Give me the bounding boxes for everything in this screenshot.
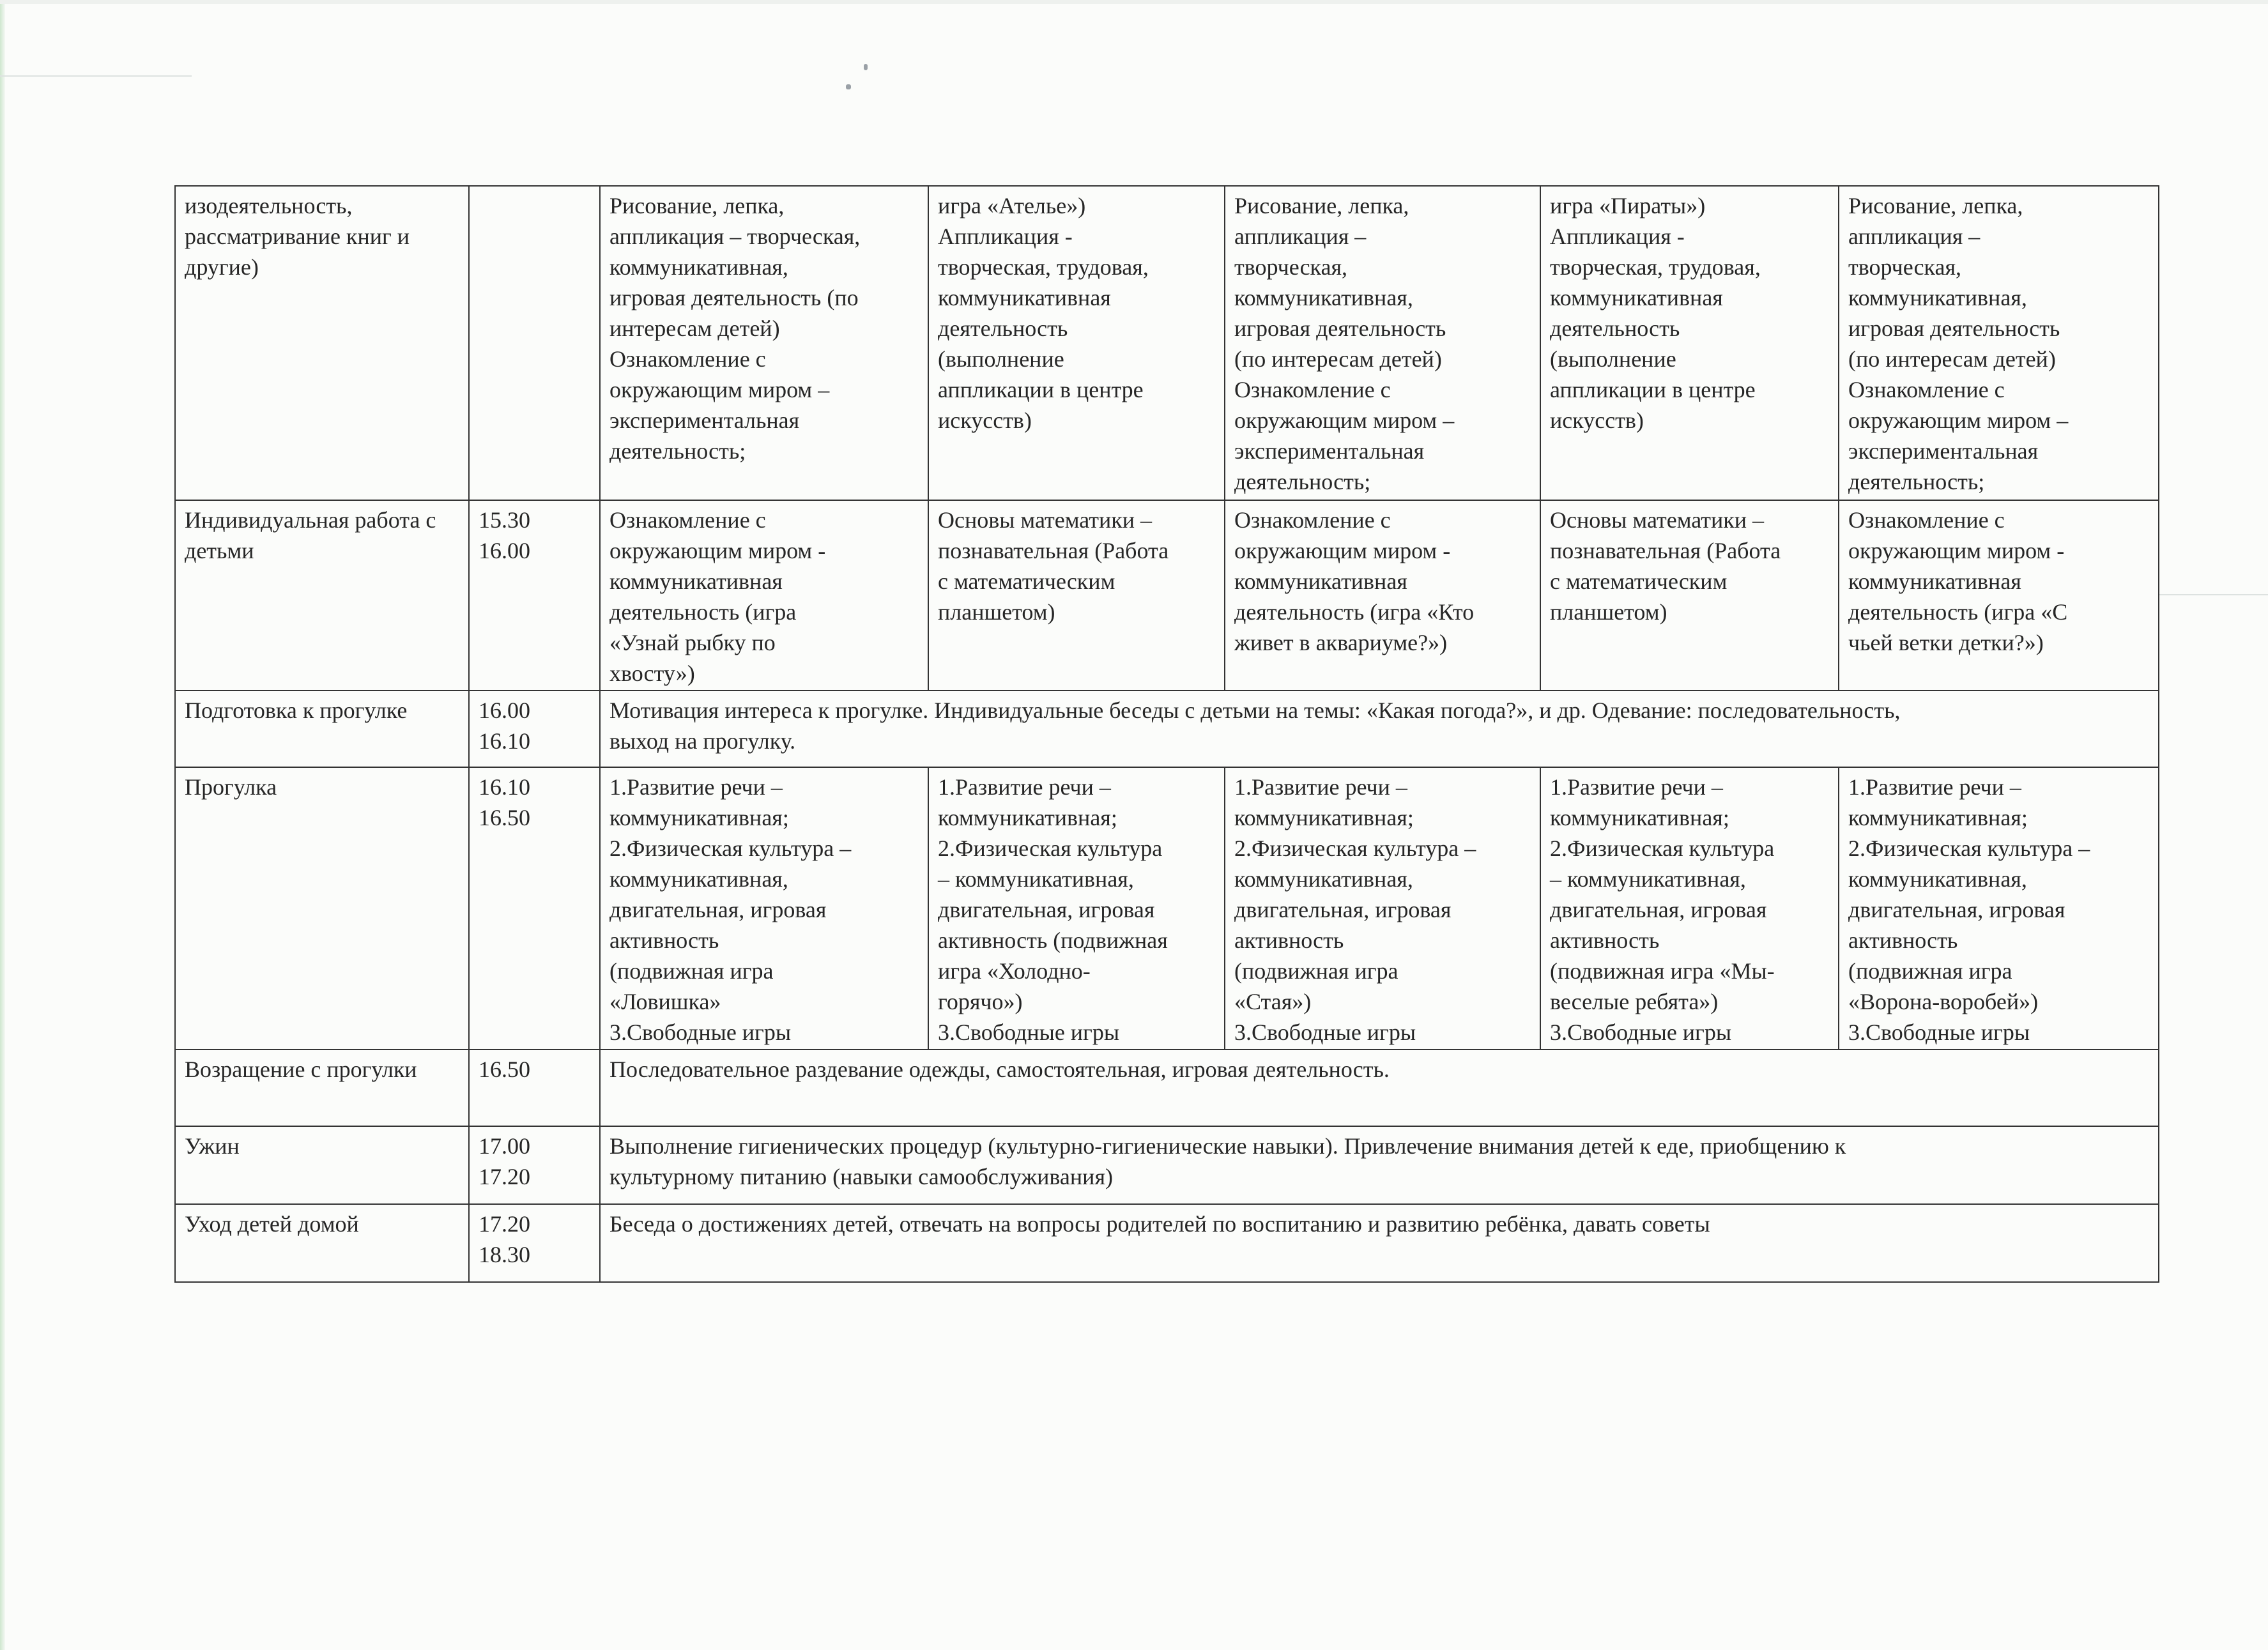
table-row	[175, 691, 2159, 767]
activity-text: Мотивация интереса к прогулке. Индивидуальные беседы с детьми на темы: «Какая погода?», и др. Одевание: последовательность, выход на прогулку.	[609, 698, 1901, 754]
activity-text: 1.Развитие речи – коммуникативная; 2.Физическая культура – коммуникативная, двигательная, игровая активность (подвижная игра «Ловишка» 3.Свободные игры	[609, 774, 852, 1045]
row-time-cell	[469, 1050, 600, 1126]
activity-text: 1.Развитие речи – коммуникативная; 2.Физическая культура – коммуникативная, двигательная, игровая активность (подвижная игра «Мы- веселые ребята») 3.Свободные игры	[1550, 774, 1775, 1045]
day-cell	[928, 500, 1225, 691]
activity-text: Ознакомление с окружающим миром - коммуникативная деятельность (игра «Кто живет в аквариуме?»)	[1234, 507, 1475, 655]
day-cell	[1839, 500, 2159, 691]
table-row	[175, 186, 2159, 500]
row-time-cell	[469, 767, 600, 1050]
activity-text: 1.Развитие речи – коммуникативная; 2.Физическая культура – коммуникативная, двигательная, игровая активность (подвижная игра «Стая») 3.Свободные игры	[1234, 774, 1476, 1045]
row-label: Ужин	[185, 1133, 240, 1159]
day-cell	[1225, 767, 1540, 1050]
row-label: Возращение с прогулки	[185, 1057, 417, 1082]
day-cell	[1540, 767, 1839, 1050]
time-start: 16.00	[479, 698, 530, 723]
table-row	[175, 1050, 2159, 1126]
schedule-table	[174, 185, 2159, 1283]
time-start: 15.30	[479, 507, 530, 533]
day-cell	[1225, 186, 1540, 500]
time-start: 17.20	[479, 1211, 530, 1237]
day-cell	[1839, 767, 2159, 1050]
merged-cell	[600, 1204, 2159, 1282]
row-label: Прогулка	[185, 774, 277, 800]
activity-text: Последовательное раздевание одежды, самостоятельная, игровая деятельность.	[609, 1057, 1390, 1082]
day-cell	[928, 186, 1225, 500]
scan-artifact-line	[0, 75, 192, 77]
activity-text: игра «Пираты») Аппликация - творческая, трудовая, коммуникативная деятельность (выполнение аппликации в центре искусств)	[1550, 193, 1761, 433]
row-label: Индивидуальная работа с детьми	[185, 507, 436, 563]
row-time-cell	[469, 1204, 600, 1282]
row-time-cell	[469, 691, 600, 767]
row-label-cell	[175, 500, 469, 691]
row-label-cell	[175, 691, 469, 767]
time-end: 16.50	[479, 805, 530, 830]
day-cell	[1839, 186, 2159, 500]
activity-text: Основы математики – познавательная (Работа с математическим планшетом)	[1550, 507, 1781, 625]
row-label: изодеятельность, рассматривание книг и другие)	[185, 193, 410, 280]
scan-speck	[846, 84, 851, 89]
row-label-cell	[175, 1126, 469, 1204]
table-row	[175, 1126, 2159, 1204]
scan-edge-top	[0, 0, 2268, 4]
activity-text: Беседа о достижениях детей, отвечать на вопросы родителей по воспитанию и развитию ребёнка, давать советы	[609, 1211, 1710, 1237]
day-cell	[1225, 500, 1540, 691]
merged-cell	[600, 1050, 2159, 1126]
activity-text: Рисование, лепка, аппликация – творческая, коммуникативная, игровая деятельность (по интересам детей) Ознакомление с окружающим миром – экспериментальная деятельность;	[1848, 193, 2069, 494]
activity-text: Ознакомление с окружающим миром - коммуникативная деятельность (игра «Узнай рыбку по хвосту»)	[609, 507, 826, 686]
table-row	[175, 1204, 2159, 1282]
row-label: Уход детей домой	[185, 1211, 359, 1237]
time-start: 16.10	[479, 774, 530, 800]
time-start: 17.00	[479, 1133, 530, 1159]
row-label-cell	[175, 186, 469, 500]
row-time-cell	[469, 186, 600, 500]
activity-text: Основы математики – познавательная (Работа с математическим планшетом)	[938, 507, 1169, 625]
row-time-cell	[469, 500, 600, 691]
scan-edge-left	[0, 0, 5, 1650]
time-end: 17.20	[479, 1164, 530, 1189]
activity-text: Выполнение гигиенических процедур (культурно-гигиенические навыки). Привлечение внимания детей к еде, приобщению к культурному питанию (навыки самообслуживания)	[609, 1133, 1846, 1189]
row-time-cell	[469, 1126, 600, 1204]
scan-speck	[864, 64, 868, 70]
row-label-cell	[175, 1204, 469, 1282]
activity-text: Рисование, лепка, аппликация – творческая, коммуникативная, игровая деятельность (по интересам детей) Ознакомление с окружающим миром – экспериментальная деятельность;	[1234, 193, 1455, 494]
table-row	[175, 767, 2159, 1050]
activity-text: Ознакомление с окружающим миром - коммуникативная деятельность (игра «С чьей ветки детки?»)	[1848, 507, 2068, 655]
day-cell	[600, 186, 928, 500]
time-start: 16.50	[479, 1057, 530, 1082]
day-cell	[1540, 500, 1839, 691]
time-end: 18.30	[479, 1242, 530, 1267]
table-row	[175, 500, 2159, 691]
row-label: Подготовка к прогулке	[185, 698, 408, 723]
day-cell	[600, 767, 928, 1050]
day-cell	[1540, 186, 1839, 500]
time-end: 16.10	[479, 728, 530, 754]
activity-text: 1.Развитие речи – коммуникативная; 2.Физическая культура – коммуникативная, двигательная, игровая активность (подвижная игра «Холодно- горячо») 3.Свободные игры	[938, 774, 1168, 1045]
activity-text: 1.Развитие речи – коммуникативная; 2.Физическая культура – коммуникативная, двигательная, игровая активность (подвижная игра «Ворона-воробей») 3.Свободные игры	[1848, 774, 2090, 1045]
time-end: 16.00	[479, 538, 530, 563]
day-cell	[600, 500, 928, 691]
day-cell	[928, 767, 1225, 1050]
activity-text: игра «Ателье») Аппликация - творческая, трудовая, коммуникативная деятельность (выполнение аппликации в центре искусств)	[938, 193, 1149, 433]
row-label-cell	[175, 1050, 469, 1126]
merged-cell	[600, 1126, 2159, 1204]
merged-cell	[600, 691, 2159, 767]
scan-artifact-line	[2159, 594, 2268, 595]
row-label-cell	[175, 767, 469, 1050]
activity-text: Рисование, лепка, аппликация – творческая, коммуникативная, игровая деятельность (по интересам детей) Ознакомление с окружающим миром – экспериментальная деятельность;	[609, 193, 861, 464]
